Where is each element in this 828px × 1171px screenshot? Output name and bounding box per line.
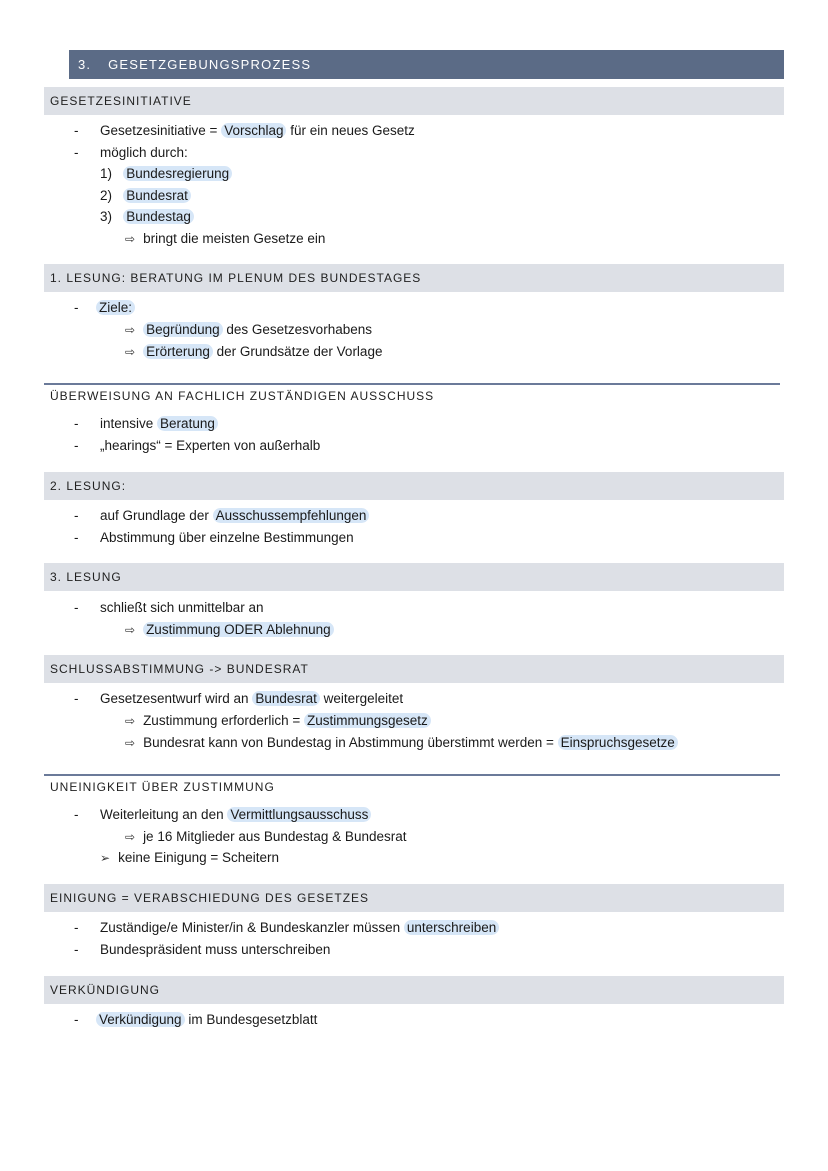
bullet-item: Abstimmung über einzelne Bestimmungen	[100, 530, 354, 545]
bullet-dash: -	[74, 1012, 79, 1027]
arrow-item: ⇨ bringt die meisten Gesetze ein	[125, 231, 326, 246]
bullet-item: Bundespräsident muss unterschreiben	[100, 942, 331, 957]
highlight: Begründung	[143, 322, 223, 337]
bullet-dash: -	[74, 691, 79, 706]
section-heading-schlussabstimmung: SCHLUSSABSTIMMUNG -> BUNDESRAT	[44, 655, 784, 683]
highlight: Verkündigung	[96, 1012, 185, 1027]
bullet-dash: -	[74, 416, 79, 431]
arrow-icon: ⇨	[125, 345, 136, 359]
numbered-item: 3) Bundestag	[100, 207, 194, 227]
highlight: Bundestag	[123, 209, 194, 224]
section-heading-3-lesung: 3. LESUNG	[44, 563, 784, 591]
bullet-item: Gesetzesinitiative = Vorschlag für ein neues Gesetz	[100, 123, 415, 138]
highlight: Einspruchsgesetze	[558, 735, 678, 750]
bullet-dash: -	[74, 807, 79, 822]
highlight: Bundesrat	[252, 691, 320, 706]
highlight: Zustimmung ODER Ablehnung	[143, 622, 334, 637]
bullet-item: Weiterleitung an den Vermittlungsausschuss	[100, 805, 371, 825]
highlight: unterschreiben	[404, 920, 499, 935]
section-heading-gesetzesinitiative: GESETZESINITIATIVE	[44, 87, 784, 115]
title-number: 3.	[78, 57, 92, 72]
highlight: Vermittlungsausschuss	[227, 807, 371, 822]
bullet-item: intensive Beratung	[100, 414, 218, 434]
bullet-dash: -	[74, 123, 79, 138]
arrow-item: ⇨ Begründung des Gesetzesvorhabens	[125, 322, 372, 337]
chevron-right-icon: ➢	[100, 851, 111, 865]
arrow-item: ⇨ Zustimmung erforderlich = Zustimmungsgesetz	[125, 711, 431, 731]
arrow-item	[125, 620, 334, 640]
document-title	[69, 50, 784, 79]
bullet-dash: -	[74, 438, 79, 453]
highlight: Ziele:	[96, 300, 135, 315]
bullet-dash: -	[74, 145, 79, 160]
section-heading-ueberweisung: ÜBERWEISUNG AN FACHLICH ZUSTÄNDIGEN AUSSCHUSS	[44, 383, 780, 405]
highlight: Ausschussempfehlungen	[213, 508, 370, 523]
numbered-item: 1) Bundesregierung	[100, 164, 232, 184]
section-heading-einigung: EINIGUNG = VERABSCHIEDUNG DES GESETZES	[44, 884, 784, 912]
highlight: Bundesregierung	[123, 166, 232, 181]
chevron-item: ➢ keine Einigung = Scheitern	[100, 850, 280, 865]
highlight: Vorschlag	[221, 123, 286, 138]
arrow-icon: ⇨	[125, 323, 136, 337]
bullet-item: auf Grundlage der Ausschussempfehlungen	[100, 506, 369, 526]
bullet-dash: -	[74, 920, 79, 935]
highlight: Zustimmungsgesetz	[304, 713, 431, 728]
bullet-dash: -	[74, 530, 79, 545]
bullet-item: möglich durch:	[100, 145, 188, 160]
bullet-item	[96, 298, 135, 318]
bullet-item: schließt sich unmittelbar an	[100, 600, 264, 615]
bullet-item: Zuständige/e Minister/in & Bundeskanzler müssen unterschreiben	[100, 918, 499, 938]
bullet-item: Verkündigung im Bundesgesetzblatt	[96, 1010, 317, 1030]
highlight: Bundesrat	[123, 188, 191, 203]
bullet-dash: -	[74, 942, 79, 957]
title-text: GESETZGEBUNGSPROZESS	[108, 57, 312, 72]
bullet-dash: -	[74, 300, 79, 315]
bullet-dash: -	[74, 600, 79, 615]
arrow-icon: ⇨	[125, 736, 136, 750]
bullet-dash: -	[74, 508, 79, 523]
highlight: Beratung	[157, 416, 218, 431]
highlight: Erörterung	[143, 344, 213, 359]
arrow-icon: ⇨	[125, 232, 136, 246]
section-heading-1-lesung: 1. LESUNG: BERATUNG IM PLENUM DES BUNDESTAGES	[44, 264, 784, 292]
bullet-item: Gesetzesentwurf wird an Bundesrat weitergeleitet	[100, 691, 404, 706]
arrow-item: ⇨ Bundesrat kann von Bundestag in Abstimmung überstimmt werden = Einspruchsgesetze	[125, 733, 678, 753]
arrow-icon: ⇨	[125, 623, 136, 637]
arrow-icon: ⇨	[125, 830, 136, 844]
numbered-item: 2) Bundesrat	[100, 186, 191, 206]
arrow-icon: ⇨	[125, 714, 136, 728]
section-heading-verkuendigung: VERKÜNDIGUNG	[44, 976, 784, 1004]
section-heading-uneinigkeit: UNEINIGKEIT ÜBER ZUSTIMMUNG	[44, 774, 780, 796]
arrow-item: ⇨ Erörterung der Grundsätze der Vorlage	[125, 344, 383, 359]
bullet-item: „hearings“ = Experten von außerhalb	[100, 438, 321, 453]
section-heading-2-lesung: 2. LESUNG:	[44, 472, 784, 500]
arrow-item: ⇨ je 16 Mitglieder aus Bundestag & Bundesrat	[125, 829, 407, 844]
